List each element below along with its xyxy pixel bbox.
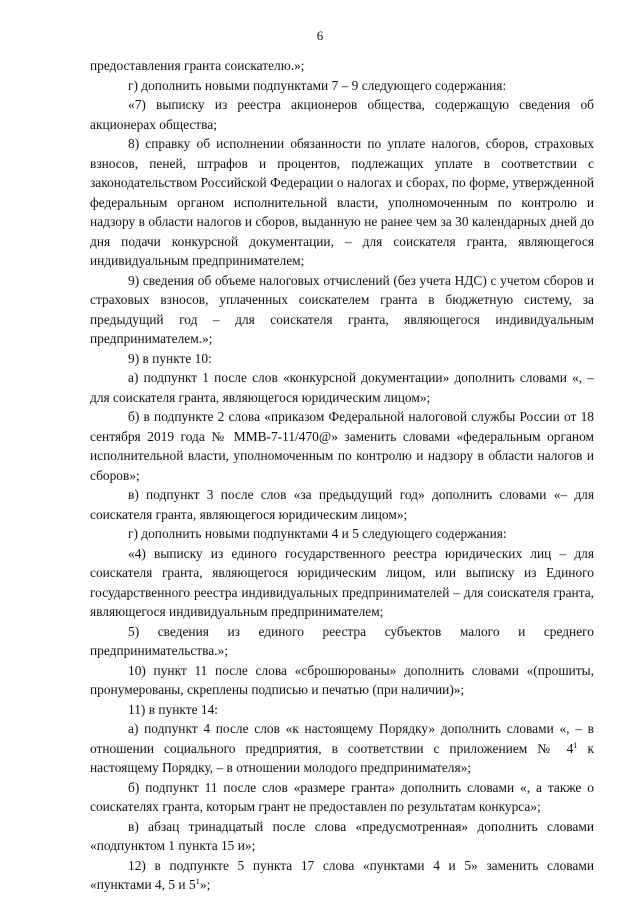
document-body [90, 56, 594, 895]
paragraph-text-tail: »; [199, 877, 211, 892]
paragraph: б) в подпункте 2 слова «приказом Федеральной налоговой службы России от 18 сентября 2019 года № ММВ-7-11/470@» заменить словами «федеральным органом исполнительной власти, уполномоченным по контролю и надзору в области налогов и сборов»; [90, 409, 594, 483]
superscript: 1 [573, 739, 578, 750]
paragraph: 11) в пункте 14: [128, 701, 218, 717]
paragraph: в) абзац тринадцатый после слова «предусмотренная» дополнить словами «подпунктом 1 пункта 15 и»; [90, 818, 594, 853]
paragraph [90, 856, 594, 895]
paragraph: «7) выписку из реестра акционеров общества, содержащую сведения об акционерах общества; [90, 97, 594, 132]
superscript: 1 [195, 876, 200, 886]
paragraph: в) подпункт 3 после слов «за предыдущий год» дополнить словами «– для соискателя гранта, являющегося юридическим лицом»; [90, 487, 594, 522]
paragraph: г) дополнить новыми подпунктами 7 – 9 следующего содержания: [128, 77, 507, 93]
page-number: 6 [316, 28, 324, 43]
paragraph: «4) выписку из единого государственного реестра юридических лиц – для соискателя гранта, являющегося юридическим лицом, или выписку из Единого государственного реестра индивидуальных предпринимателей – для соискателя гранта, являющегося индивидуальным предпринимателем; [90, 545, 594, 619]
paragraph: 9) сведения об объеме налоговых отчислений (без учета НДС) с учетом сборов и страховых взносов, уплаченных соискателем гранта в бюджетную систему, за предыдущий год – для соискателя гранта, являющегося индивидуальным предпринимателем.»; [90, 272, 594, 346]
paragraph-text-tail: к настоящему Порядку, – в отношении молодого предпринимателя»; [90, 740, 594, 775]
paragraph: 5) сведения из единого реестра субъектов малого и среднего предпринимательства.»; [90, 623, 594, 658]
paragraph [90, 719, 594, 778]
paragraph: 9) в пункте 10: [128, 350, 212, 366]
paragraph: предоставления гранта соискателю.»; [90, 58, 305, 73]
paragraph: а) подпункт 1 после слов «конкурсной документации» дополнить словами «, – для соискателя гранта, являющегося юридическим лицом»; [90, 370, 594, 405]
paragraph: 8) справку об исполнении обязанности по уплате налогов, сборов, страховых взносов, пеней, штрафов и процентов, подлежащих уплате в соответствии с законодательством Российской Федерации о налогах и сборах, по форме, утвержденной федеральным органом исполнительной власти, уполномоченным по контролю и надзору в области налогов и сборов, выданную не ранее чем за 30 календарных дней до дня подачи конкурсной документации, – для соискателя гранта, являющегося индивидуальным предпринимателем; [90, 136, 594, 268]
paragraph: 10) пункт 11 после слова «сброшюрованы» дополнить словами «(прошиты, пронумерованы, скреплены подписью и печатью (при наличии)»; [90, 662, 594, 697]
paragraph: г) дополнить новыми подпунктами 4 и 5 следующего содержания: [128, 526, 507, 541]
paragraph-text: 12) в подпункте 5 пункта 17 слова «пунктами 4 и 5» заменить словами «пунктами 4, 5 и 5 [90, 857, 594, 892]
paragraph: б) подпункт 11 после слов «размере гранта» дополнить словами «, а также о соискателях гранта, которым грант не предоставлен по результатам конкурса»; [90, 779, 594, 814]
paragraph-text: а) подпункт 4 после слов «к настоящему Порядку» дополнить словами «, – в отношении социального предприятия, в соответствии с приложением № 4 [90, 721, 594, 756]
